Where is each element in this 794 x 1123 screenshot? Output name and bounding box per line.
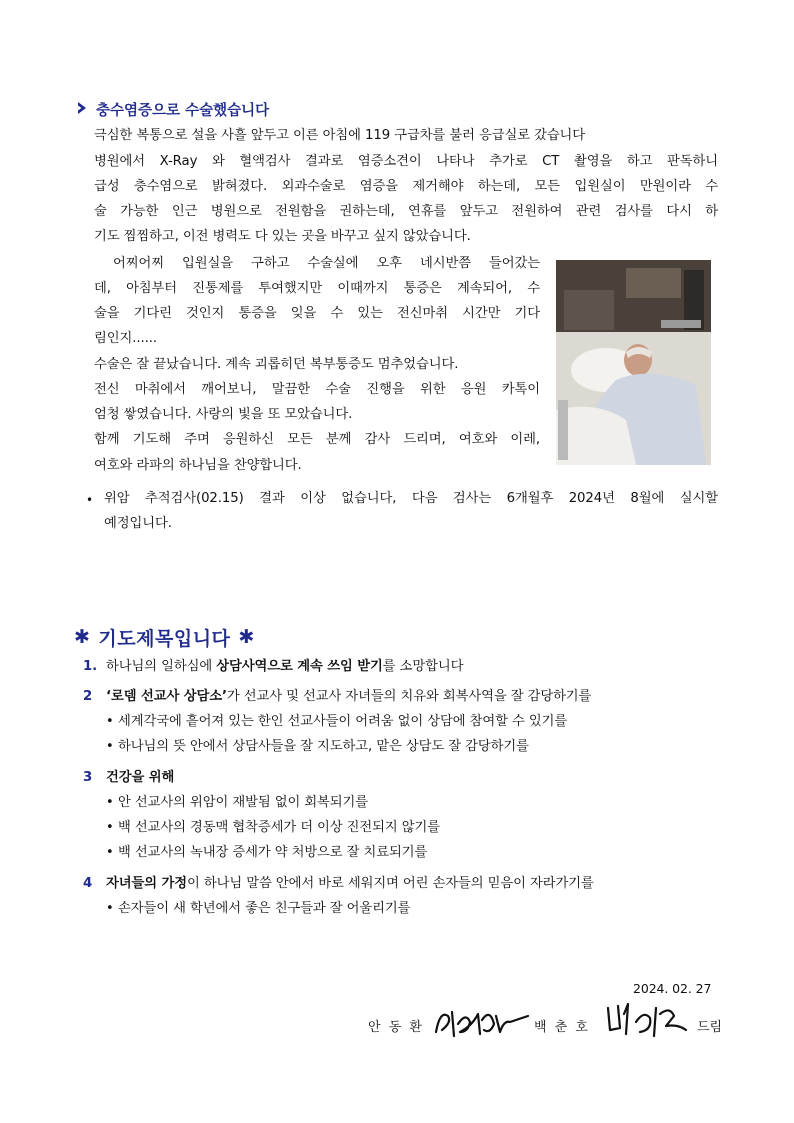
- signature-baek: [604, 1000, 694, 1046]
- prayer-item-text: 하나님의 일하심에: [106, 659, 217, 674]
- prayer-item-bold: 자녀들의 가정: [106, 876, 187, 891]
- section-title: 충수염증으로 수술했습니다: [96, 102, 270, 119]
- hospital-photo: [556, 260, 711, 465]
- paragraph-line: 술 가능한 인근 병원으로 전원함을 권하는데, 연휴를 앞두고 전원하여 관련 검사를 다시 하: [94, 204, 718, 219]
- signature-ahn: [432, 1002, 532, 1046]
- section-title-row: [76, 98, 269, 120]
- paragraph-line: 전신 마취에서 깨어보니, 말끔한 수술 진행을 위한 응원 카톡이: [94, 382, 540, 397]
- prayer-item: [106, 765, 174, 791]
- paragraph-line: 술을 기다린 것인지 통증을 잊을 수 있는 전신마취 시간만 기다: [94, 306, 540, 321]
- item-number: 2: [83, 689, 93, 704]
- paragraph-line: 급성 충수염으로 밝혀졌다. 외과수술로 염증을 제거해야 하는데, 모든 입원실이 만원이라 수: [94, 179, 718, 194]
- paragraph-line: 여호와 라파의 하나님을 찬양합니다.: [94, 458, 302, 473]
- sub-item: 손자들이 새 학년에서 좋은 친구들과 잘 어울리기를: [118, 901, 411, 916]
- signer-name: 안 동 환: [368, 1020, 424, 1035]
- prayer-item-text: 가 선교사 및 선교사 자녀들의 치유와 회복사역을 잘 감당하기를: [226, 689, 592, 704]
- sub-bullet: •: [106, 901, 114, 916]
- sub-item: 하나님의 뜻 안에서 상담사들을 잘 지도하고, 맡은 상담도 잘 감당하기를: [118, 739, 529, 754]
- paragraph-line: 함께 기도해 주며 응원하신 모든 분께 감사 드리며, 여호와 이레,: [94, 432, 540, 447]
- paragraph-line: 림인지......: [94, 331, 157, 346]
- prayer-item-bold: 상담사역으로 계속 쓰임 받기: [216, 659, 383, 674]
- paragraph-line: 기도 찜찜하고, 이전 병력도 다 있는 곳을 바꾸고 싶지 않았습니다.: [94, 229, 471, 244]
- sub-bullet: •: [106, 845, 114, 860]
- prayer-item-bold: ‘로뎀 선교사 상담소’: [106, 689, 227, 704]
- sub-item: 백 선교사의 녹내장 증세가 약 처방으로 잘 치료되기를: [118, 845, 428, 860]
- prayer-item: [106, 684, 591, 710]
- sub-item: 세계각국에 흩어져 있는 한인 선교사들이 어려움 없이 상담에 참여할 수 있기를: [118, 714, 568, 729]
- paragraph-line: 데, 아침부터 진통제를 투여했지만 이때까지 통증은 계속되어, 수: [94, 281, 540, 296]
- sub-bullet: •: [106, 739, 114, 754]
- signer-name: 백 춘 호: [534, 1020, 590, 1035]
- paragraph-line: 병원에서 X-Ray 와 혈액검사 결과로 염증소견이 나타나 추가로 CT 촬영을 하고 판독하니: [94, 154, 718, 169]
- item-number: 1.: [83, 659, 98, 674]
- note-bullet: •: [86, 493, 93, 507]
- paragraph-line: 엄청 쌓였습니다. 사랑의 빛을 또 모았습니다.: [94, 407, 353, 422]
- paragraph-line: 어찌어찌 입원실을 구하고 수술실에 오후 네시반쯤 들어갔는: [113, 256, 540, 271]
- item-number: 4: [83, 876, 93, 891]
- note-line: 위암 추적검사(02.15) 결과 이상 없습니다, 다음 검사는 6개월후 2024년 8월에 실시할: [104, 491, 718, 506]
- prayer-item-text: 이 하나님 말씀 안에서 바로 세워지며 어린 손자들의 믿음이 자라가기를: [187, 876, 594, 891]
- note-line: 예정입니다.: [104, 516, 172, 531]
- paragraph-line: 수술은 잘 끝났습니다. 계속 괴롭히던 복부통증도 멈추었습니다.: [94, 357, 459, 372]
- sub-item: 백 선교사의 경동맥 협착증세가 더 이상 진전되지 않기를: [118, 820, 441, 835]
- chevron-right-icon: [76, 100, 88, 119]
- prayer-title: 기도제목입니다: [98, 627, 231, 650]
- asterisk-icon: ✱: [238, 626, 255, 648]
- prayer-title-row: [74, 624, 255, 650]
- prayer-item-bold: 건강을 위해: [106, 770, 175, 785]
- sub-item: 안 선교사의 위암이 재발됨 없이 회복되기를: [118, 795, 369, 810]
- paragraph-line: 극심한 복통으로 설을 사흘 앞두고 이른 아침에 119 구급차를 불러 응급실로 갔습니다: [94, 128, 586, 143]
- prayer-item-text: 를 소망합니다: [382, 659, 464, 674]
- prayer-item: [106, 871, 594, 897]
- sub-bullet: •: [106, 795, 114, 810]
- sub-bullet: •: [106, 714, 114, 729]
- letter-date: 2024. 02. 27: [633, 981, 712, 996]
- sub-bullet: •: [106, 820, 114, 835]
- prayer-item: [106, 654, 463, 680]
- asterisk-icon: ✱: [74, 626, 91, 648]
- item-number: 3: [83, 770, 93, 785]
- closing-word: 드림: [697, 1020, 722, 1035]
